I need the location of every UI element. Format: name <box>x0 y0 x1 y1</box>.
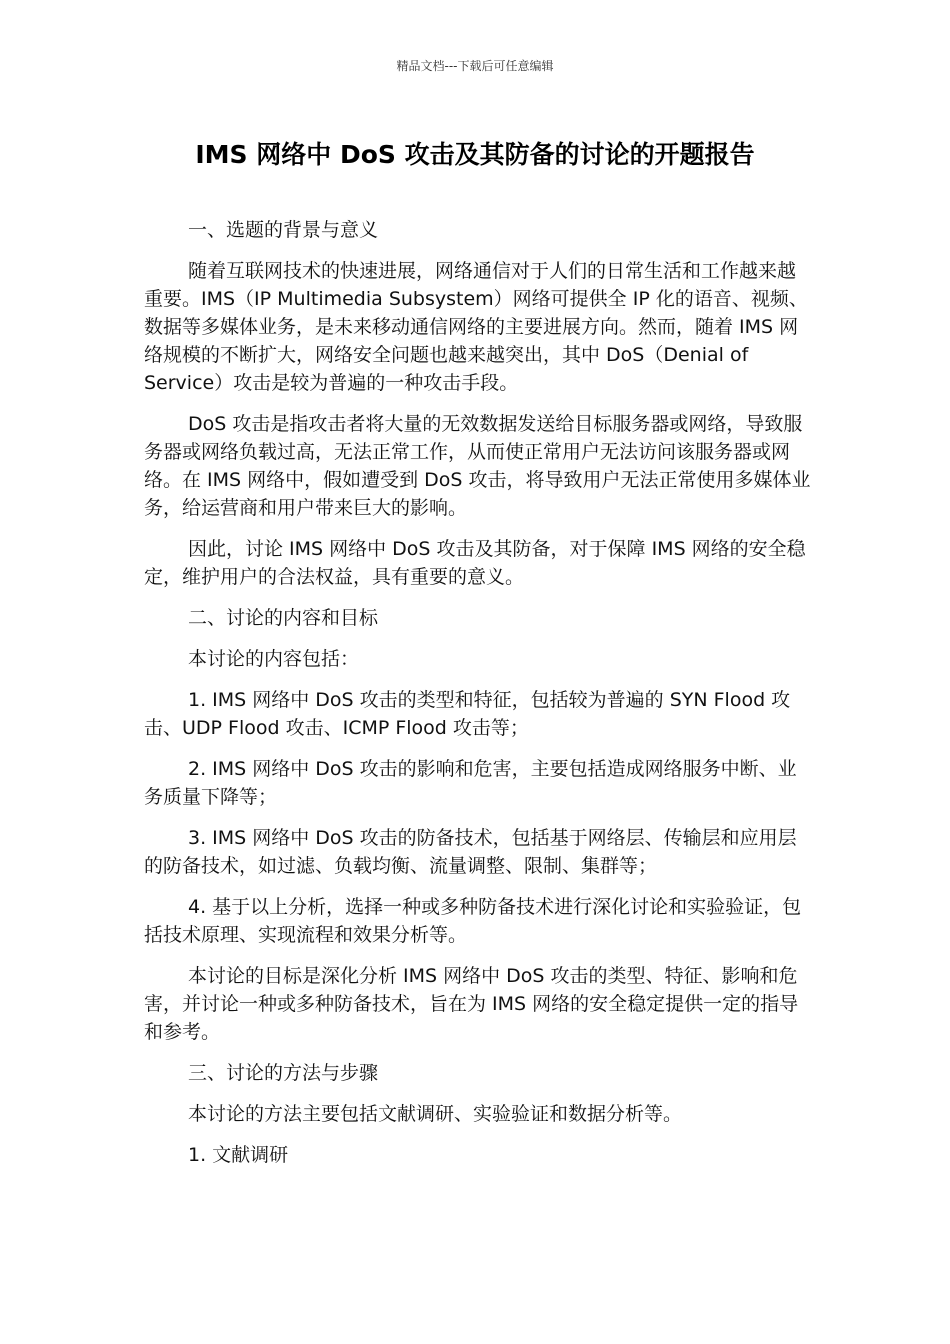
paragraph-background-1: 随着互联网技术的快速进展，网络通信对于人们的日常生活和工作越来越重要。IMS（IP Multimedia Subsystem）网络可提供全 IP 化的语音、视频、数据等多媒体业务，是未来移动通信网络的主要进展方向。然而，随着 IMS 网络规模的不断扩大，网络安全问题也越来越突出，其中 DoS（Denial of Service）攻击是较为普遍的一种攻击手段。 <box>144 260 808 394</box>
list-item-content-4: 4. 基于以上分析，选择一种或多种防备技术进行深化讨论和实验验证，包括技术原理、实现流程和效果分析等。 <box>144 896 802 946</box>
list-item-method-1: 1. 文献调研 <box>188 1144 289 1166</box>
list-item-content-1: 1. IMS 网络中 DoS 攻击的类型和特征，包括较为普遍的 SYN Flood 攻击、UDP Flood 攻击、ICMP Flood 攻击等； <box>144 689 791 739</box>
header-note: 精品文档---下载后可任意编辑 <box>396 59 554 73</box>
paragraph-content-goal: 本讨论的目标是深化分析 IMS 网络中 DoS 攻击的类型、特征、影响和危害，并讨论一种或多种防备技术，旨在为 IMS 网络的安全稳定提供一定的指导和参考。 <box>144 965 799 1043</box>
paragraph-background-3: 因此，讨论 IMS 网络中 DoS 攻击及其防备，对于保障 IMS 网络的安全稳定，维护用户的合法权益，具有重要的意义。 <box>144 538 806 588</box>
document-body <box>144 216 812 1182</box>
section-heading-background: 一、选题的背景与意义 <box>188 219 379 241</box>
paragraph-content-intro: 本讨论的内容包括： <box>188 648 360 670</box>
list-item-content-3: 3. IMS 网络中 DoS 攻击的防备技术，包括基于网络层、传输层和应用层的防备技术，如过滤、负载均衡、流量调整、限制、集群等； <box>144 827 797 877</box>
document-title: IMS 网络中 DoS 攻击及其防备的讨论的开题报告 <box>195 140 755 169</box>
section-heading-method: 三、讨论的方法与步骤 <box>188 1062 379 1084</box>
paragraph-background-2: DoS 攻击是指攻击者将大量的无效数据发送给目标服务器或网络，导致服务器或网络负载过高，无法正常工作，从而使正常用户无法访问该服务器或网络。在 IMS 网络中，假如遭受到 DoS 攻击，将导致用户无法正常使用多媒体业务，给运营商和用户带来巨大的影响。 <box>144 413 811 519</box>
list-item-content-2: 2. IMS 网络中 DoS 攻击的影响和危害，主要包括造成网络服务中断、业务质量下降等； <box>144 758 797 808</box>
section-heading-content: 二、讨论的内容和目标 <box>188 607 379 629</box>
paragraph-method-intro: 本讨论的方法主要包括文献调研、实验验证和数据分析等。 <box>188 1103 683 1125</box>
